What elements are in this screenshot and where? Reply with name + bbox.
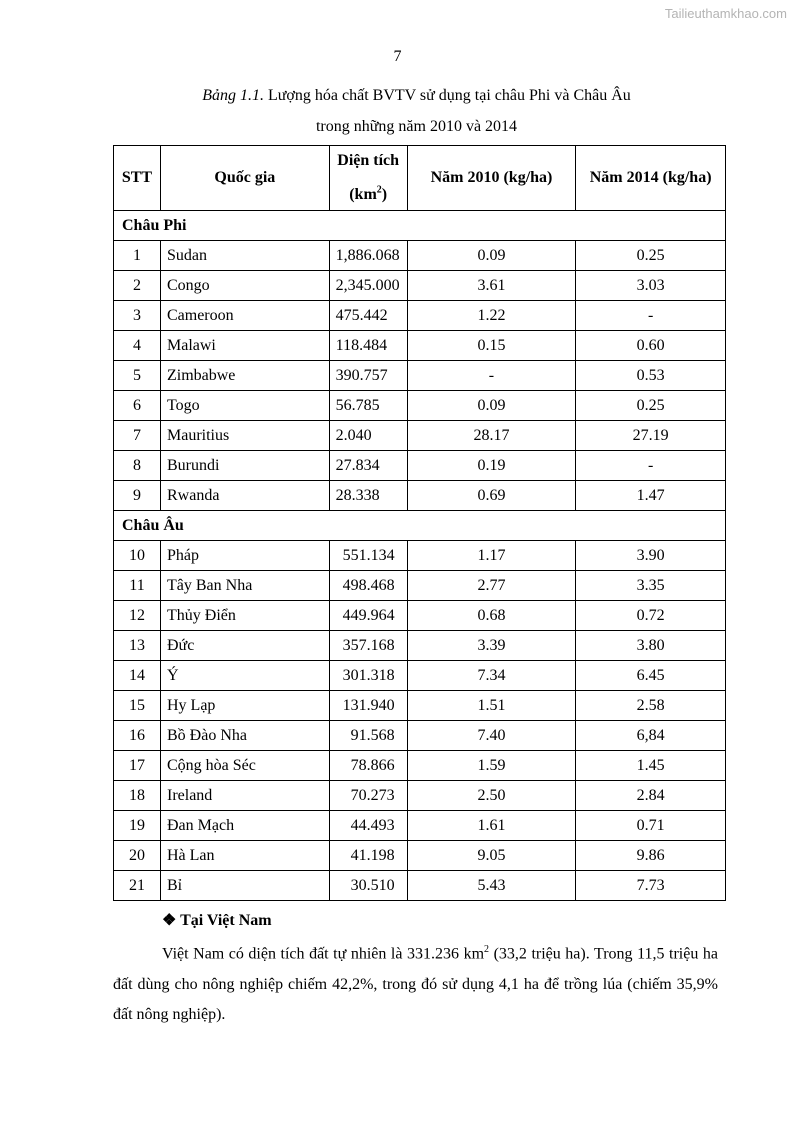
diamond-bullet-icon: ❖ xyxy=(162,912,177,929)
cell-year-2014: 6,84 xyxy=(576,721,726,751)
cell-year-2010: 0.15 xyxy=(407,331,576,361)
table-caption-label: Bảng 1.1. xyxy=(202,87,264,104)
section-heading xyxy=(162,910,272,930)
cell-country: Bồ Đào Nha xyxy=(160,721,329,751)
header-area-line1: Diện tích xyxy=(337,152,400,169)
cell-area: 498.468 xyxy=(329,571,407,601)
cell-stt: 12 xyxy=(114,601,161,631)
table-row xyxy=(114,661,726,691)
cell-country: Sudan xyxy=(160,241,329,271)
cell-area: 56.785 xyxy=(329,391,407,421)
cell-country: Pháp xyxy=(160,541,329,571)
cell-year-2014: 3.03 xyxy=(576,271,726,301)
header-area-unit-post: ) xyxy=(381,186,388,204)
table-row xyxy=(114,421,726,451)
cell-year-2010: 3.61 xyxy=(407,271,576,301)
table-caption xyxy=(0,87,795,105)
cell-area: 118.484 xyxy=(329,331,407,361)
cell-stt: 11 xyxy=(114,571,161,601)
cell-year-2014: 27.19 xyxy=(576,421,726,451)
cell-year-2014: 0.71 xyxy=(576,811,726,841)
section-heading-text: Tại Việt Nam xyxy=(180,912,272,929)
paragraph-sup: 2 xyxy=(484,944,490,955)
cell-area: 28.338 xyxy=(329,481,407,511)
table-row xyxy=(114,571,726,601)
cell-area: 44.493 xyxy=(329,811,407,841)
cell-country: Bỉ xyxy=(160,871,329,901)
cell-area: 301.318 xyxy=(329,661,407,691)
table-row xyxy=(114,331,726,361)
cell-year-2014: 3.90 xyxy=(576,541,726,571)
cell-country: Thủy Điển xyxy=(160,601,329,631)
cell-stt: 6 xyxy=(114,391,161,421)
table-row xyxy=(114,811,726,841)
table-row xyxy=(114,721,726,751)
cell-stt: 19 xyxy=(114,811,161,841)
cell-stt: 17 xyxy=(114,751,161,781)
cell-stt: 20 xyxy=(114,841,161,871)
cell-country: Cameroon xyxy=(160,301,329,331)
cell-stt: 1 xyxy=(114,241,161,271)
cell-stt: 5 xyxy=(114,361,161,391)
cell-year-2010: 0.19 xyxy=(407,451,576,481)
cell-year-2010: 1.61 xyxy=(407,811,576,841)
cell-area: 131.940 xyxy=(329,691,407,721)
cell-country: Cộng hòa Séc xyxy=(160,751,329,781)
cell-year-2014: 3.35 xyxy=(576,571,726,601)
table-row xyxy=(114,391,726,421)
cell-year-2010: 28.17 xyxy=(407,421,576,451)
table-row xyxy=(114,601,726,631)
cell-country: Đan Mạch xyxy=(160,811,329,841)
cell-year-2010: 9.05 xyxy=(407,841,576,871)
watermark: Tailieuthamkhao.com xyxy=(664,6,787,21)
cell-area: 41.198 xyxy=(329,841,407,871)
cell-year-2014: 9.86 xyxy=(576,841,726,871)
cell-year-2010: 2.77 xyxy=(407,571,576,601)
group-name: Châu Phi xyxy=(114,211,726,241)
header-country: Quốc gia xyxy=(160,146,329,211)
cell-year-2010: 1.22 xyxy=(407,301,576,331)
cell-stt: 18 xyxy=(114,781,161,811)
cell-country: Đức xyxy=(160,631,329,661)
paragraph-part2: (33,2 triệu ha). Trong 11,5 triệu ha đất dùng cho nông nghiệp chiếm 42,2%, trong đó sử dụng 4,1 ha để trồng lúa (chiếm 35,9% đất nông nghiệp). xyxy=(113,945,719,1024)
cell-stt: 4 xyxy=(114,331,161,361)
cell-stt: 3 xyxy=(114,301,161,331)
cell-year-2010: 0.68 xyxy=(407,601,576,631)
cell-country: Hy Lạp xyxy=(160,691,329,721)
cell-year-2014: 2.58 xyxy=(576,691,726,721)
header-year-2014: Năm 2014 (kg/ha) xyxy=(576,146,726,211)
cell-country: Burundi xyxy=(160,451,329,481)
table-row xyxy=(114,301,726,331)
cell-year-2014: 0.72 xyxy=(576,601,726,631)
cell-country: Hà Lan xyxy=(160,841,329,871)
cell-stt: 13 xyxy=(114,631,161,661)
cell-country: Congo xyxy=(160,271,329,301)
group-name: Châu Âu xyxy=(114,511,726,541)
header-stt: STT xyxy=(114,146,161,211)
group-row xyxy=(114,211,726,241)
cell-area: 449.964 xyxy=(329,601,407,631)
cell-country: Malawi xyxy=(160,331,329,361)
cell-year-2010: 1.51 xyxy=(407,691,576,721)
table-row xyxy=(114,631,726,661)
cell-country: Rwanda xyxy=(160,481,329,511)
cell-area: 2,345.000 xyxy=(329,271,407,301)
cell-year-2014: 0.25 xyxy=(576,241,726,271)
cell-country: Togo xyxy=(160,391,329,421)
table-row xyxy=(114,241,726,271)
page-number: 7 xyxy=(393,48,402,65)
table-row xyxy=(114,751,726,781)
header-area xyxy=(329,146,407,211)
cell-year-2014: 1.45 xyxy=(576,751,726,781)
cell-year-2010: 5.43 xyxy=(407,871,576,901)
table-row xyxy=(114,271,726,301)
cell-area: 91.568 xyxy=(329,721,407,751)
table-row xyxy=(114,841,726,871)
table-row xyxy=(114,691,726,721)
cell-year-2014: 1.47 xyxy=(576,481,726,511)
table-row xyxy=(114,361,726,391)
cell-area: 475.442 xyxy=(329,301,407,331)
cell-year-2010: 7.40 xyxy=(407,721,576,751)
cell-year-2014: 0.53 xyxy=(576,361,726,391)
cell-year-2014: 2.84 xyxy=(576,781,726,811)
table-row xyxy=(114,871,726,901)
cell-year-2010: 0.69 xyxy=(407,481,576,511)
group-row xyxy=(114,511,726,541)
cell-area: 1,886.068 xyxy=(329,241,407,271)
cell-area: 30.510 xyxy=(329,871,407,901)
cell-area: 551.134 xyxy=(329,541,407,571)
cell-year-2010: 1.17 xyxy=(407,541,576,571)
pesticide-table xyxy=(113,145,726,901)
cell-year-2014: 6.45 xyxy=(576,661,726,691)
table-row xyxy=(114,481,726,511)
cell-area: 78.866 xyxy=(329,751,407,781)
cell-year-2010: 3.39 xyxy=(407,631,576,661)
cell-year-2014: 0.60 xyxy=(576,331,726,361)
header-area-unit-pre: (km xyxy=(349,186,377,204)
cell-year-2010: 2.50 xyxy=(407,781,576,811)
cell-area: 27.834 xyxy=(329,451,407,481)
header-area-unit xyxy=(349,186,387,203)
table-caption-title: Lượng hóa chất BVTV sử dụng tại châu Phi và Châu Âu xyxy=(263,87,631,104)
cell-stt: 16 xyxy=(114,721,161,751)
cell-year-2014: 0.25 xyxy=(576,391,726,421)
table-row xyxy=(114,451,726,481)
cell-year-2010: 0.09 xyxy=(407,241,576,271)
cell-stt: 9 xyxy=(114,481,161,511)
cell-country: Zimbabwe xyxy=(160,361,329,391)
cell-year-2010: 0.09 xyxy=(407,391,576,421)
header-year-2010: Năm 2010 (kg/ha) xyxy=(407,146,576,211)
cell-country: Mauritius xyxy=(160,421,329,451)
cell-year-2010: - xyxy=(407,361,576,391)
cell-area: 70.273 xyxy=(329,781,407,811)
table-row xyxy=(114,781,726,811)
cell-country: Tây Ban Nha xyxy=(160,571,329,601)
cell-year-2014: - xyxy=(576,451,726,481)
cell-area: 357.168 xyxy=(329,631,407,661)
cell-year-2010: 1.59 xyxy=(407,751,576,781)
cell-country: Ireland xyxy=(160,781,329,811)
cell-stt: 10 xyxy=(114,541,161,571)
cell-area: 2.040 xyxy=(329,421,407,451)
table-caption-line2: trong những năm 2010 và 2014 xyxy=(315,118,518,135)
table-header-row xyxy=(114,146,726,211)
cell-area: 390.757 xyxy=(329,361,407,391)
cell-stt: 7 xyxy=(114,421,161,451)
cell-stt: 8 xyxy=(114,451,161,481)
cell-stt: 2 xyxy=(114,271,161,301)
cell-year-2014: 7.73 xyxy=(576,871,726,901)
cell-stt: 14 xyxy=(114,661,161,691)
cell-stt: 15 xyxy=(114,691,161,721)
cell-year-2010: 7.34 xyxy=(407,661,576,691)
cell-country: Ý xyxy=(160,661,329,691)
paragraph-part1: Việt Nam có diện tích đất tự nhiên là 331.236 km xyxy=(162,945,485,963)
body-paragraph xyxy=(113,935,718,1031)
cell-year-2014: 3.80 xyxy=(576,631,726,661)
cell-stt: 21 xyxy=(114,871,161,901)
header-area-unit-sup: 2 xyxy=(376,185,382,196)
cell-year-2014: - xyxy=(576,301,726,331)
table-row xyxy=(114,541,726,571)
